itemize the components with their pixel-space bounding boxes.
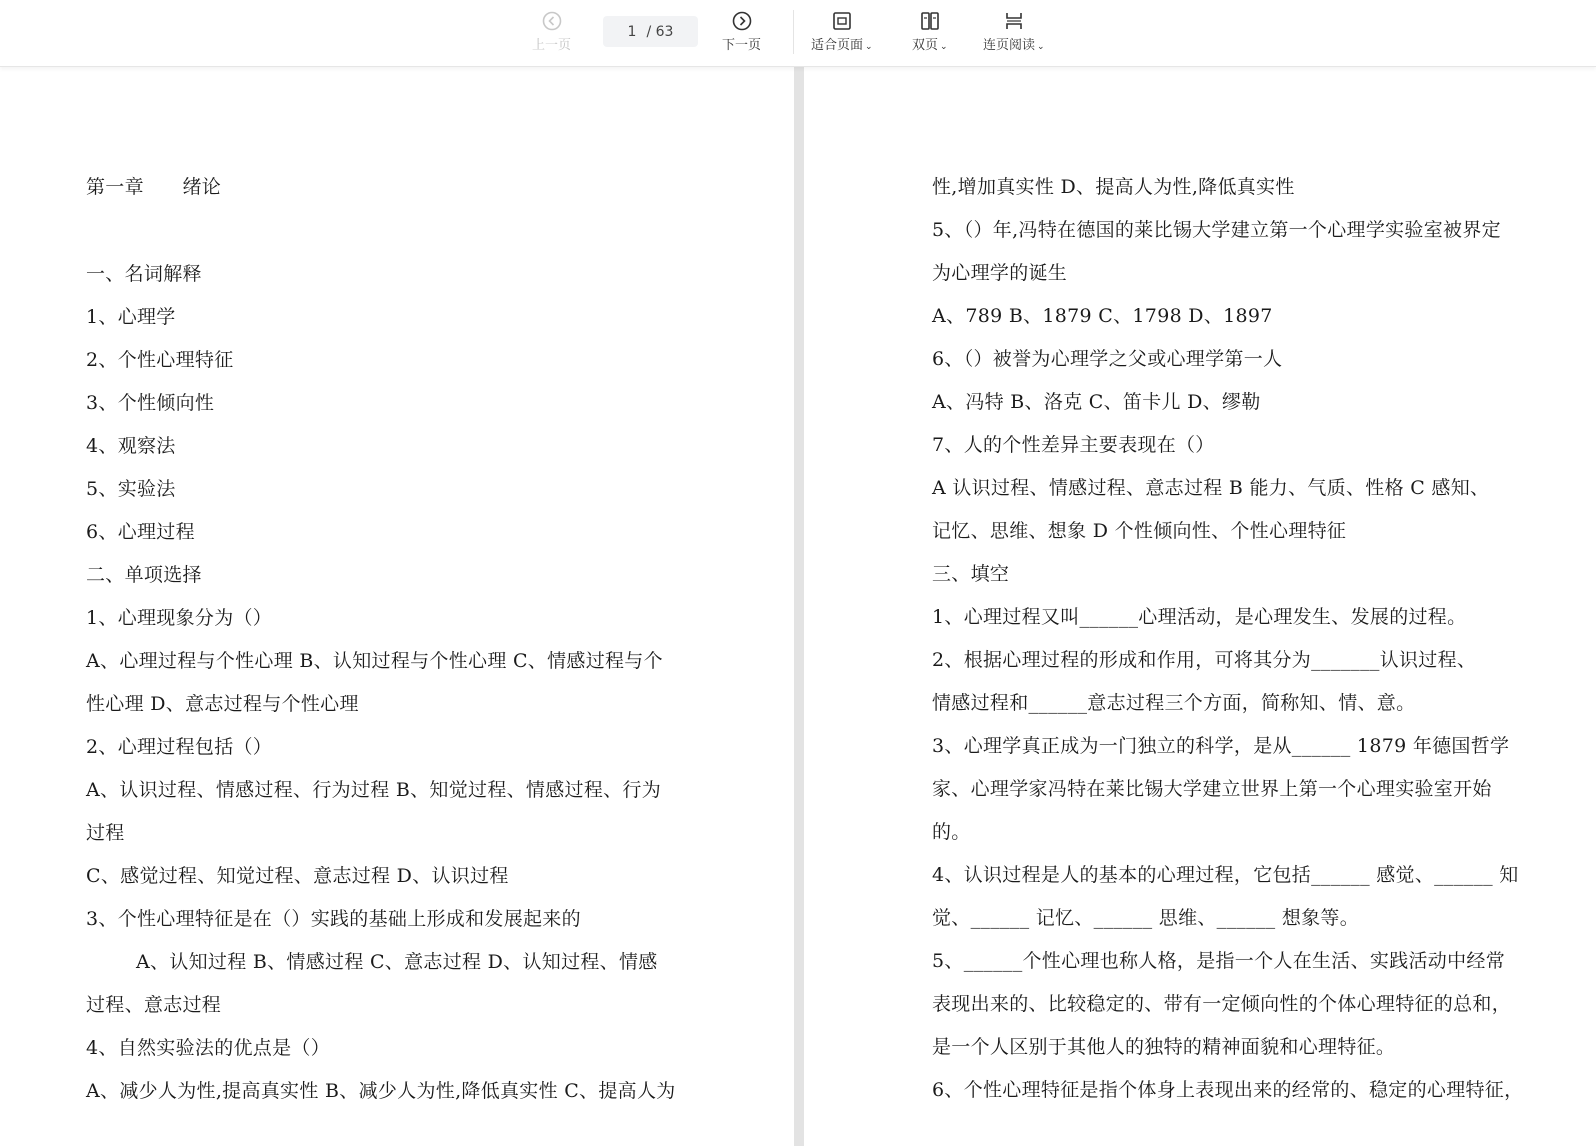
arrow-left-circle-icon xyxy=(541,10,563,32)
page-indicator[interactable] xyxy=(603,16,698,47)
option-line: 记忆、思维、想象 D 个性倾向性、个性心理特征 xyxy=(932,520,1347,542)
fill-blank-line: 6、个性心理特征是指个体身上表现出来的经常的、稳定的心理特征， xyxy=(932,1079,1524,1101)
question-line: 4、自然实验法的优点是（） xyxy=(86,1037,330,1059)
section-heading: 一、名词解释 xyxy=(86,263,202,285)
fill-blank-line: 情感过程和______意志过程三个方面，简称知、情、意。 xyxy=(932,692,1416,714)
question-line: 5、（）年,冯特在德国的莱比锡大学建立第一个心理学实验室被界定 xyxy=(932,219,1501,241)
option-line: A、认识过程、情感过程、行为过程 B、知觉过程、情感过程、行为 xyxy=(86,779,662,801)
arrow-right-circle-icon xyxy=(731,10,753,32)
fill-blank-line: 1、心理过程又叫______心理活动，是心理发生、发展的过程。 xyxy=(932,606,1467,628)
prev-page-label: 上一页 xyxy=(532,38,572,53)
fill-blank-line: 的。 xyxy=(932,821,971,843)
section-heading: 二、单项选择 xyxy=(86,564,202,586)
option-line: 过程、意志过程 xyxy=(86,994,222,1016)
section-heading: 三、填空 xyxy=(932,563,1010,585)
question-line: 7、人的个性差异主要表现在（） xyxy=(932,434,1215,456)
fill-blank-line: 5、______个性心理也称人格，是指一个人在生活、实践活动中经常 xyxy=(932,950,1505,972)
continuous-scroll-icon xyxy=(1003,10,1025,32)
text-line: 1、心理学 xyxy=(86,306,176,328)
continuous-reading-label: 连页阅读 xyxy=(983,38,1036,53)
option-line: C、感觉过程、知觉过程、意志过程 D、认识过程 xyxy=(86,865,509,887)
option-line: A、认知过程 B、情感过程 C、意志过程 D、认知过程、情感 xyxy=(136,951,658,973)
text-line: 3、个性倾向性 xyxy=(86,392,215,414)
fill-blank-line: 2、根据心理过程的形成和作用，可将其分为_______认识过程、 xyxy=(932,649,1477,671)
page-gutter xyxy=(794,66,804,1146)
total-pages: / 63 xyxy=(646,23,674,40)
question-line: 3、个性心理特征是在（）实践的基础上形成和发展起来的 xyxy=(86,908,581,930)
option-line: A、心理过程与个性心理 B、认知过程与个性心理 C、情感过程与个 xyxy=(86,650,663,672)
text-line: 6、心理过程 xyxy=(86,521,195,543)
document-page-right xyxy=(804,66,1596,1146)
next-page-button[interactable] xyxy=(722,10,761,53)
fill-blank-line: 觉、______ 记忆、______ 思维、______ 想象等。 xyxy=(932,907,1360,929)
option-line: 性心理 D、意志过程与个性心理 xyxy=(86,693,359,715)
fit-page-icon xyxy=(831,10,853,32)
question-line: 6、（）被誉为心理学之父或心理学第一人 xyxy=(932,348,1283,370)
current-page-number[interactable]: 1 xyxy=(627,23,637,40)
option-line: A、789 B、1879 C、1798 D、1897 xyxy=(932,305,1273,327)
option-line: 过程 xyxy=(86,822,125,844)
chevron-down-icon: ⌄ xyxy=(940,42,948,52)
chevron-down-icon: ⌄ xyxy=(865,42,873,52)
option-line: A、冯特 B、洛克 C、笛卡儿 D、缪勒 xyxy=(932,391,1261,413)
text-line: 4、观察法 xyxy=(86,435,176,457)
double-page-icon xyxy=(919,10,941,32)
toolbar-divider xyxy=(793,10,794,54)
next-page-label: 下一页 xyxy=(722,38,762,53)
fill-blank-line: 是一个人区别于其他人的独特的精神面貌和心理特征。 xyxy=(932,1036,1396,1058)
option-line: A 认识过程、情感过程、意志过程 B 能力、气质、性格 C 感知、 xyxy=(932,477,1490,499)
text-line: 5、实验法 xyxy=(86,478,176,500)
prev-page-button[interactable] xyxy=(532,10,571,53)
text-line: 2、个性心理特征 xyxy=(86,349,234,371)
option-line: A、减少人为性,提高真实性 B、减少人为性,降低真实性 C、提高人为 xyxy=(86,1080,676,1102)
question-line: 1、心理现象分为（） xyxy=(86,607,273,629)
question-line: 为心理学的诞生 xyxy=(932,262,1068,284)
double-page-label: 双页 xyxy=(912,38,939,53)
fill-blank-line: 4、认识过程是人的基本的心理过程，它包括______ 感觉、______ 知 xyxy=(932,864,1519,886)
fit-page-label: 适合页面 xyxy=(811,38,864,53)
question-line: 2、心理过程包括（） xyxy=(86,736,273,758)
chapter-heading: 第一章 绪论 xyxy=(86,176,222,198)
fit-page-button[interactable] xyxy=(811,10,873,53)
document-page-left xyxy=(0,66,794,1146)
fill-blank-line: 3、心理学真正成为一门独立的科学，是从______ 1879 年德国哲学 xyxy=(932,735,1510,757)
chevron-down-icon: ⌄ xyxy=(1037,42,1045,52)
document-toolbar xyxy=(0,0,1596,67)
fill-blank-line: 表现出来的、比较稳定的、带有一定倾向性的个体心理特征的总和， xyxy=(932,993,1512,1015)
fill-blank-line: 家、心理学家冯特在莱比锡大学建立世界上第一个心理实验室开始 xyxy=(932,778,1492,800)
continuous-reading-button[interactable] xyxy=(983,10,1045,53)
double-page-button[interactable] xyxy=(912,10,948,53)
option-line: 性,增加真实性 D、提高人为性,降低真实性 xyxy=(932,176,1295,198)
